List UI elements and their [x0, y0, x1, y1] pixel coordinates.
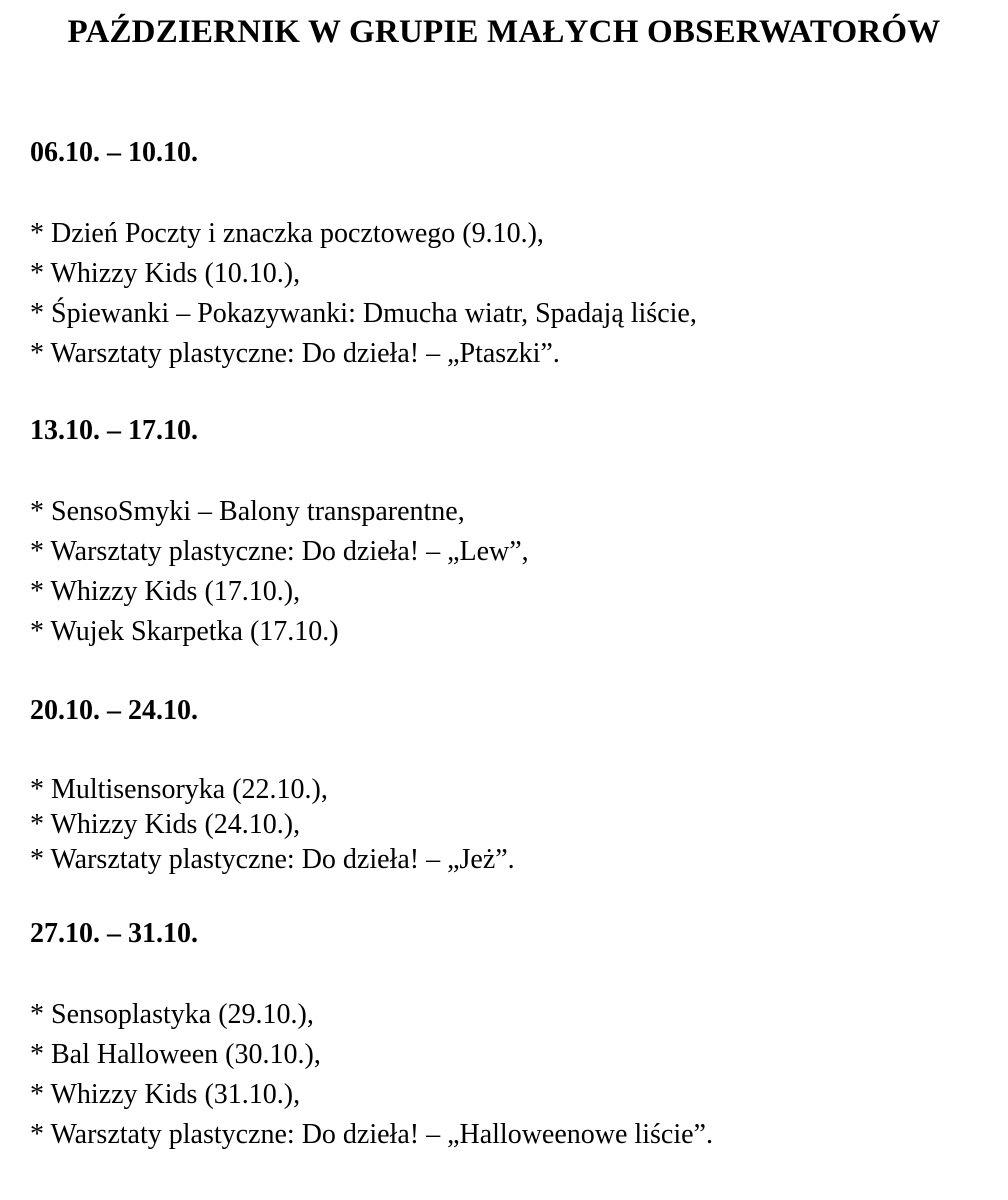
week-section	[30, 136, 990, 374]
week-section	[30, 414, 990, 652]
activity-list	[30, 492, 990, 652]
activity-item: * Warsztaty plastyczne: Do dzieła! – „Lew”,	[30, 536, 529, 567]
activity-item: * Dzień Poczty i znaczka pocztowego (9.10.),	[30, 218, 544, 249]
page-title: PAŹDZIERNIK W GRUPIE MAŁYCH OBSERWATORÓW	[67, 14, 941, 50]
activity-item: * Sensoplastyka (29.10.),	[30, 999, 314, 1030]
activity-item: * Multisensoryka (22.10.),	[30, 774, 328, 805]
activity-item: * Warsztaty plastyczne: Do dzieła! – „Ptaszki”.	[30, 338, 560, 369]
activity-item: * Warsztaty plastyczne: Do dzieła! – „Jeż”.	[30, 844, 515, 875]
activity-item: * Whizzy Kids (31.10.),	[30, 1079, 301, 1110]
week-heading: 13.10. – 17.10.	[30, 415, 198, 446]
week-heading: 27.10. – 31.10.	[30, 918, 198, 949]
activity-item: * Whizzy Kids (24.10.),	[30, 809, 301, 840]
activity-item: * Bal Halloween (30.10.),	[30, 1039, 321, 1070]
activity-item: * Warsztaty plastyczne: Do dzieła! – „Halloweenowe liście”.	[30, 1119, 713, 1150]
activity-item: * Whizzy Kids (10.10.),	[30, 258, 301, 289]
activity-item: * Wujek Skarpetka (17.10.)	[30, 616, 339, 647]
week-section	[30, 694, 990, 877]
activity-list	[30, 995, 990, 1155]
week-section	[30, 917, 990, 1155]
activity-item: * Śpiewanki – Pokazywanki: Dmucha wiatr, Spadają liście,	[30, 298, 697, 329]
activity-list	[30, 214, 990, 374]
activity-item: * Whizzy Kids (17.10.),	[30, 576, 301, 607]
activity-list	[30, 772, 990, 877]
week-heading: 20.10. – 24.10.	[30, 695, 198, 726]
week-heading: 06.10. – 10.10.	[30, 137, 198, 168]
activity-item: * SensoSmyki – Balony transparentne,	[30, 496, 465, 527]
